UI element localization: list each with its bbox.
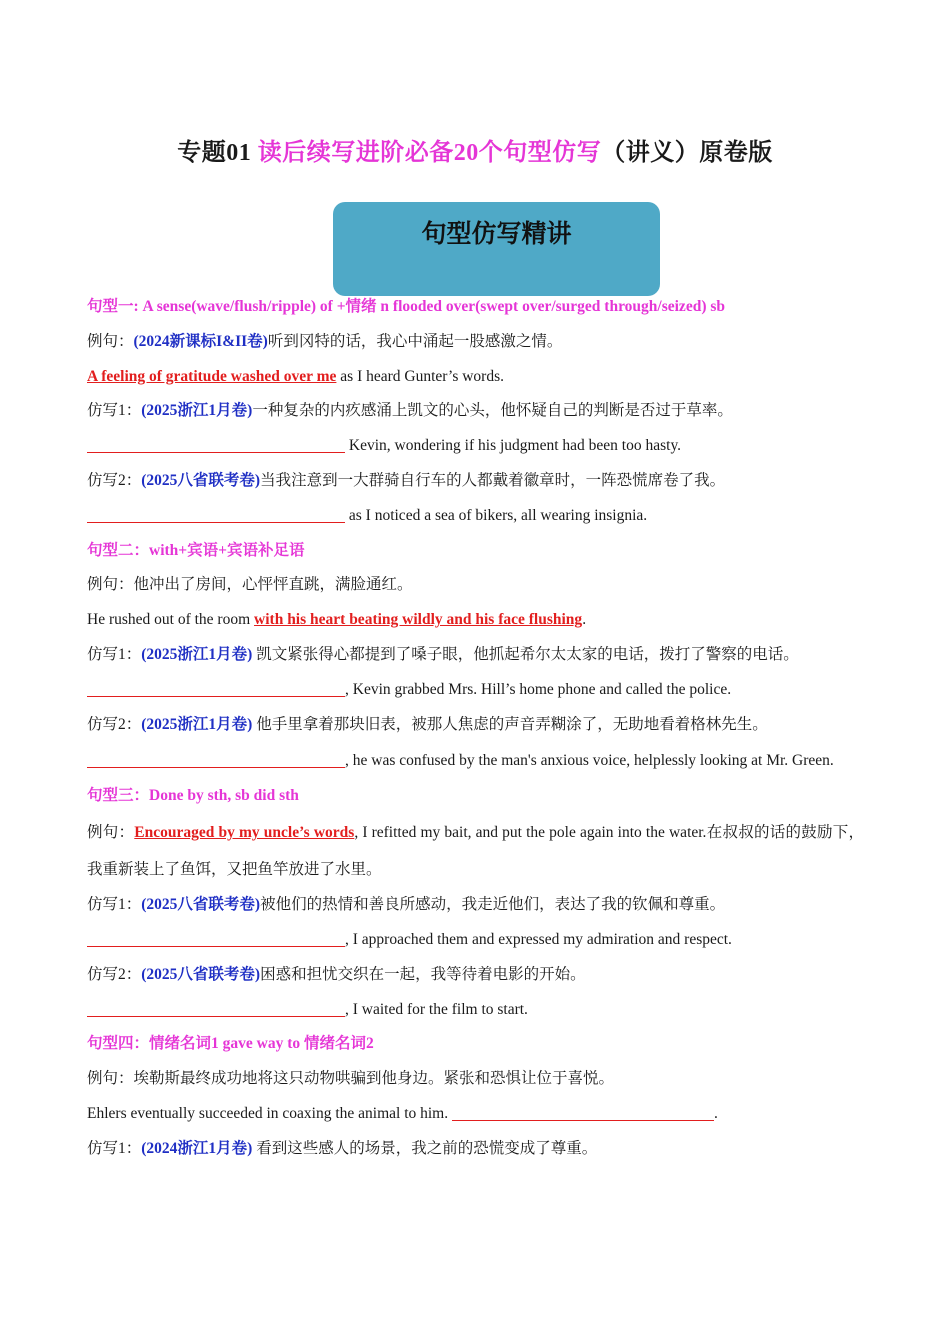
pattern-3-practice-1-answer [87,923,864,958]
example-label: 例句： [87,576,134,594]
source-tag: (2025八省联考卷) [141,471,261,489]
pattern-2-practice-2 [87,708,864,743]
answer-blank[interactable] [87,676,345,697]
title-highlight: 读后续写进阶必备20个句型仿写 [257,140,602,166]
pattern-1-practice-1 [87,394,864,429]
example-chinese: 埃勒斯最终成功地将这只动物哄骗到他身边。紧张和恐惧让位于喜悦。 [133,1070,615,1088]
pattern-3-heading: 句型三：Done by sth, sb did sth [87,787,299,805]
example-chinese: 在叔叔的话的鼓励下，我重新装上了鱼饵，又把鱼竿放进了水里。 [87,824,864,879]
pattern-2-practice-2-answer [87,742,864,779]
example-chinese: 听到冈特的话，我心中涌起一股感激之情。 [267,332,563,350]
example-label: 例句： [87,332,134,350]
practice-label: 仿写2： [87,471,142,489]
answer-blank[interactable] [87,747,345,768]
pattern-2-practice-1-answer [87,673,864,708]
source-tag: (2025八省联考卷) [141,965,261,983]
pattern-3-practice-2-answer [87,993,864,1028]
document-title [0,132,950,167]
answer-blank[interactable] [452,1100,714,1121]
title-suffix: （讲义）原卷版 [601,140,773,166]
practice-chinese: 凯文紧张得心都提到了嗓子眼，他抓起希尔太太家的电话，拨打了警察的电话。 [252,645,799,663]
example-end: . [714,1104,718,1122]
pattern-1-practice-2-answer [87,499,864,534]
example-english: He rushed out of the room [87,611,255,629]
practice-english: as I noticed a sea of bikers, all wearing insignia. [345,506,648,524]
title-prefix: 专题01 [177,140,258,166]
practice-chinese: 看到这些感人的场景，我之前的恐慌变成了尊重。 [252,1139,598,1157]
practice-english: Kevin, wondering if his judgment had been too hasty. [345,437,682,455]
practice-english: , I approached them and expressed my admiration and respect. [345,930,732,948]
answer-blank[interactable] [87,996,345,1017]
example-english: Ehlers eventually succeeded in coaxing the animal to him. [87,1104,452,1122]
section-badge [333,202,660,296]
example-english: , I refitted my bait, and put the pole again into the water. [354,824,707,842]
practice-chinese: 他手里拿着那块旧表，被那人焦虑的声音弄糊涂了，无助地看着格林先生。 [252,715,768,733]
source-tag: (2025八省联考卷) [141,896,261,914]
practice-label: 仿写1： [87,402,142,420]
answer-blank[interactable] [87,502,345,523]
practice-label: 仿写1： [87,896,142,914]
source-tag: (2024新课标I&II卷) [133,332,268,350]
practice-english: , I waited for the film to start. [345,1000,528,1018]
model-answer: A feeling of gratitude washed over me [87,367,337,385]
source-tag: (2024浙江1月卷) [141,1139,253,1157]
practice-chinese: 困惑和担忧交织在一起，我等待着电影的开始。 [260,965,586,983]
practice-english: , Kevin grabbed Mrs. Hill’s home phone and called the police. [345,680,732,698]
pattern-3-example [87,814,864,888]
section-badge-label: 句型仿写精讲 [421,219,572,248]
source-tag: (2025浙江1月卷) [141,645,253,663]
pattern-1-example-english [87,360,864,395]
answer-blank[interactable] [87,926,345,947]
practice-label: 仿写2： [87,965,142,983]
document-body [87,290,864,1167]
pattern-3-practice-2 [87,958,864,993]
example-end: . [582,611,587,629]
practice-label: 仿写1： [87,645,142,663]
practice-label: 仿写1： [87,1139,142,1157]
practice-label: 仿写2： [87,715,142,733]
practice-chinese: 一种复杂的内疚感涌上凯文的心头，他怀疑自己的判断是否过于草率。 [252,402,733,420]
example-english: as I heard Gunter’s words. [336,367,504,385]
example-chinese: 他冲出了房间，心怦怦直跳，满脸通红。 [133,576,413,594]
pattern-2-example-english [87,603,864,638]
example-label: 例句： [87,1070,134,1088]
pattern-2-practice-1 [87,638,864,673]
pattern-1-practice-2 [87,464,864,499]
pattern-1-example [87,325,864,360]
pattern-2-example [87,568,864,603]
model-answer: Encouraged by my uncle’s words [134,824,355,842]
pattern-4-heading: 句型四：情绪名词1 gave way to 情绪名词2 [87,1035,374,1053]
pattern-4-example-english [87,1097,864,1132]
pattern-4-practice-1 [87,1132,864,1167]
source-tag: (2025浙江1月卷) [141,715,253,733]
source-tag: (2025浙江1月卷) [141,402,253,420]
model-answer: with his heart beating wildly and his face flushing [254,611,583,629]
practice-chinese: 被他们的热情和善良所感动，我走近他们，表达了我的钦佩和尊重。 [260,896,726,914]
pattern-4-example [87,1062,864,1097]
practice-chinese: 当我注意到一大群骑自行车的人都戴着徽章时，一阵恐慌席卷了我。 [260,471,726,489]
pattern-1-practice-1-answer [87,429,864,464]
answer-blank[interactable] [87,432,345,453]
pattern-2-heading: 句型二：with+宾语+宾语补足语 [87,541,305,559]
pattern-3-practice-1 [87,888,864,923]
practice-english: , he was confused by the man's anxious voice, helplessly looking at Mr. Green. [345,752,834,770]
example-label: 例句： [87,824,135,842]
pattern-1-heading: 句型一: A sense(wave/flush/ripple) of +情绪 n flooded over(swept over/surged through/seized) sb [87,298,726,315]
